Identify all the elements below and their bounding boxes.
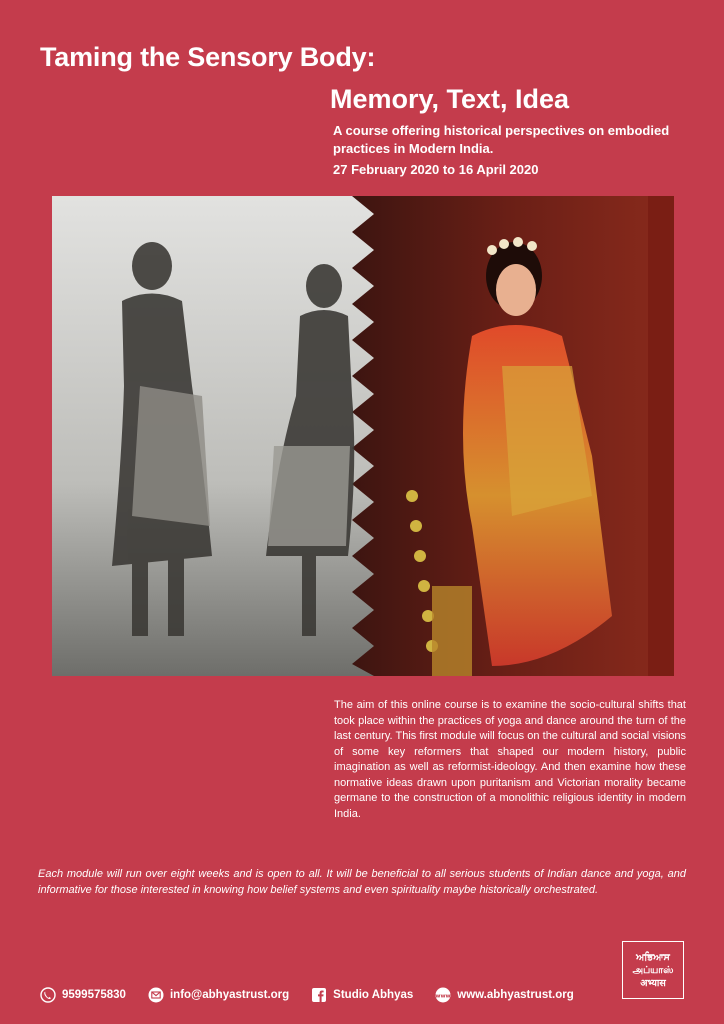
logo-line-gurmukhi: ਅਭਿਆਸ (636, 951, 670, 963)
hero-image (52, 196, 674, 676)
course-dates: 27 February 2020 to 16 April 2020 (333, 162, 539, 177)
email-address: info@abhyastrust.org (169, 989, 290, 1001)
svg-text:www: www (435, 993, 451, 1000)
globe-icon (435, 987, 451, 1003)
phone-icon (40, 987, 56, 1003)
contact-footer (40, 985, 596, 1005)
title-line-2: Memory, Text, Idea (330, 84, 570, 114)
closing-note: Each module will run over eight weeks and is open to all. It will be beneficial to all serious students of Indian dance and yoga, and informative for those interested in knowing how belief systems and even spirituality maybe historically orchestrated. (38, 868, 686, 896)
subtitle: A course offering historical perspectives on embodied practices in Modern India. (333, 123, 670, 156)
footer-facebook[interactable] (311, 987, 413, 1003)
facebook-icon (311, 987, 327, 1003)
facebook-page: Studio Abhyas (333, 989, 414, 1001)
title-line-1: Taming the Sensory Body: (40, 42, 376, 72)
course-description: The aim of this online course is to examine the socio-cultural shifts that took place within the practices of yoga and dance around the turn of the last century. This first module will focus on the cultural and social visions of some key reformers that shaped our modern history, public imagination as well as reformist-ideology. And then examine how these normative ideas drawn upon puritanism and Victorian morality became germane to the construction of a monolithic religious identity in modern India. (334, 699, 686, 820)
logo-line-tamil: அப்யாஸ் (632, 964, 674, 976)
footer-phone[interactable] (40, 987, 126, 1003)
logo-line-devanagari: अभ्यास (640, 977, 666, 989)
envelope-icon (148, 987, 164, 1003)
website-url: www.abhyastrust.org (457, 989, 574, 1001)
footer-website[interactable] (435, 987, 574, 1003)
phone-number: 9599575830 (62, 989, 126, 1001)
abhyas-logo (622, 941, 684, 999)
footer-email[interactable] (148, 987, 289, 1003)
